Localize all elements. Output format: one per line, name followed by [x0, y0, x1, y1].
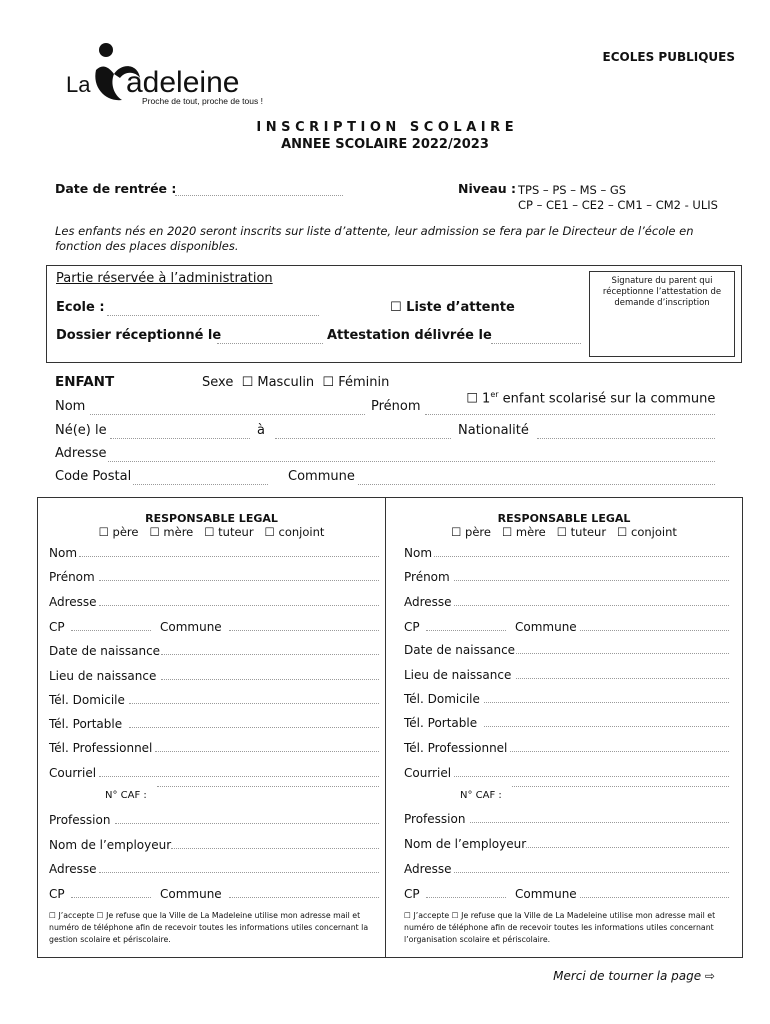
logo-title: [62, 40, 69, 41]
r1-caf-label: N° CAF :: [105, 790, 147, 801]
r2-courriel-field[interactable]: [454, 775, 729, 777]
enfant-prenom-label: Prénom: [371, 399, 421, 414]
r1-lieu-naissance-field[interactable]: [161, 678, 379, 680]
r1-commune-field[interactable]: [229, 629, 379, 631]
enfant-lieu-field[interactable]: [275, 437, 451, 439]
r1-tel-portable-field[interactable]: [129, 726, 379, 728]
r2-nom-field[interactable]: [434, 555, 729, 557]
r1-tel-pro-field[interactable]: [155, 750, 379, 752]
r2-adresse-field[interactable]: [454, 604, 729, 606]
responsable-2-title: RESPONSABLE LEGAL: [497, 512, 631, 525]
attestation-field[interactable]: [491, 342, 581, 344]
r1-employeur-field[interactable]: [171, 847, 379, 849]
r2-adresse2-label: Adresse: [404, 862, 452, 876]
r2-adresse-label: Adresse: [404, 595, 452, 609]
enfant-commune-field[interactable]: [358, 483, 715, 485]
r1-courriel-label: Courriel: [49, 766, 97, 780]
svg-text:adeleine: adeleine: [126, 66, 240, 99]
r2-consent[interactable]: ☐ J’accepte ☐ Je refuse que la Ville de La Madeleine utilise mon adresse mail et numéro de téléphone afin de recevoir toutes les informations utiles concernant l’organisation scolaire et périscolaire.: [404, 911, 716, 944]
r2-commune-field[interactable]: [580, 629, 729, 631]
premier-sup: er: [490, 390, 499, 399]
logo: [62, 40, 292, 112]
r1-employeur-label: Nom de l’employeur: [49, 838, 172, 852]
signature-box[interactable]: [589, 271, 735, 357]
r1-nom-label: Nom: [49, 546, 78, 560]
r1-consent[interactable]: ☐ J’accepte ☐ Je refuse que la Ville de La Madeleine utilise mon adresse mail et numéro de téléphone afin de recevoir toutes les informations utiles concernant la gestion scolaire et périscolaire.: [49, 911, 369, 944]
ecole-label: Ecole :: [56, 300, 105, 315]
enfant-cp-label: Code Postal: [55, 469, 132, 484]
enfant-commune-label: Commune: [288, 469, 355, 484]
r1-commune2-field[interactable]: [229, 896, 379, 898]
r1-prenom-field[interactable]: [99, 579, 379, 581]
enfant-adresse-field[interactable]: [108, 460, 715, 462]
responsable-1-title: RESPONSABLE LEGAL: [145, 512, 278, 525]
enfant-a-label: à: [257, 423, 265, 438]
enfant-date-field[interactable]: [110, 437, 250, 439]
niveau-label: Niveau :: [458, 181, 517, 196]
r2-tel-domicile-label: Tél. Domicile: [404, 692, 480, 706]
r2-courriel-label: Courriel: [404, 766, 452, 780]
r2-tel-pro-field[interactable]: [510, 750, 729, 752]
enfant-nationalite-field[interactable]: [537, 437, 715, 439]
enfant-prenom-field[interactable]: [425, 413, 715, 415]
r2-lieu-naissance-label: Lieu de naissance: [404, 668, 512, 682]
r2-profession-label: Profession: [404, 812, 466, 826]
responsable-2-options[interactable]: ☐ père ☐ mère ☐ tuteur ☐ conjoint: [451, 525, 677, 539]
premier-enfant-checkbox[interactable]: [458, 375, 715, 406]
r1-lieu-naissance-label: Lieu de naissance: [49, 669, 157, 683]
responsable-1: [49, 509, 379, 954]
r2-employeur-field[interactable]: [526, 846, 729, 848]
r1-tel-pro-label: Tél. Professionnel: [49, 741, 153, 755]
r1-commune2-label: Commune: [160, 887, 222, 901]
r2-prenom-label: Prénom: [404, 570, 450, 584]
r2-tel-domicile-field[interactable]: [484, 701, 729, 703]
r2-lieu-naissance-field[interactable]: [516, 677, 729, 679]
page-subtitle: ANNEE SCOLAIRE 2022/2023: [281, 137, 489, 152]
enfant-nom-field[interactable]: [90, 413, 365, 415]
responsable-2: [404, 509, 734, 954]
r2-cp-label: CP: [404, 620, 420, 634]
r2-tel-portable-field[interactable]: [484, 725, 729, 727]
page-title: I N S C R I P T I O N S C O L A I R E: [256, 120, 514, 135]
niveau-line-1: TPS – PS – MS – GS: [518, 183, 627, 197]
r2-profession-field[interactable]: [470, 821, 729, 823]
r2-commune2-label: Commune: [515, 887, 577, 901]
r1-date-naissance-field[interactable]: [161, 653, 379, 655]
enfant-adresse-label: Adresse: [55, 446, 107, 461]
r2-caf-label: N° CAF :: [460, 790, 502, 801]
enfant-ne-le-label: Né(e) le: [55, 423, 107, 438]
r1-caf-field[interactable]: [157, 785, 379, 787]
dossier-label: Dossier réceptionné le: [56, 328, 222, 343]
r2-tel-pro-label: Tél. Professionnel: [404, 741, 508, 755]
ecole-field[interactable]: [107, 314, 319, 316]
dossier-field[interactable]: [217, 342, 323, 344]
r2-commune2-field[interactable]: [580, 896, 729, 898]
next-page-note: Merci de tourner la page ⇨: [553, 969, 715, 983]
rentree-label: Date de rentrée :: [55, 181, 177, 196]
r1-profession-label: Profession: [49, 813, 111, 827]
r2-cp-field[interactable]: [426, 629, 506, 631]
liste-attente-checkbox[interactable]: ☐ Liste d’attente: [390, 300, 515, 315]
r1-date-naissance-label: Date de naissance: [49, 644, 161, 658]
r1-tel-domicile-field[interactable]: [129, 702, 379, 704]
niveau-line-2: CP – CE1 – CE2 – CM1 – CM2 - ULIS: [518, 198, 718, 212]
r2-employeur-label: Nom de l’employeur: [404, 837, 527, 851]
r1-profession-field[interactable]: [115, 822, 379, 824]
logo-tagline: Proche de tout, proche de tous !: [142, 96, 263, 106]
enfant-title: ENFANT: [55, 374, 115, 390]
r1-tel-domicile-label: Tél. Domicile: [49, 693, 125, 707]
signature-box-label: Signature du parent qui réceptionne l’attestation de demande d’inscription: [602, 276, 722, 308]
r1-adresse-field[interactable]: [99, 604, 379, 606]
school-type: ECOLES PUBLIQUES: [602, 50, 735, 64]
sexe-options[interactable]: Sexe ☐ Masculin ☐ Féminin: [202, 375, 390, 390]
r1-cp-field[interactable]: [71, 629, 151, 631]
r1-cp-label: CP: [49, 620, 65, 634]
enfant-nationalite-label: Nationalité: [458, 423, 529, 438]
enfant-nom-label: Nom: [55, 399, 86, 414]
r1-courriel-field[interactable]: [99, 775, 379, 777]
responsable-1-options[interactable]: ☐ père ☐ mère ☐ tuteur ☐ conjoint: [98, 525, 325, 539]
r1-commune-label: Commune: [160, 620, 222, 634]
svg-text:La: La: [66, 72, 91, 97]
admin-title: Partie réservée à l’administration: [56, 271, 273, 286]
r2-cp2-field[interactable]: [426, 896, 506, 898]
r1-cp2-field[interactable]: [71, 896, 151, 898]
r2-cp2-label: CP: [404, 887, 420, 901]
admin-section: [46, 265, 742, 363]
r1-prenom-label: Prénom: [49, 570, 95, 584]
enfant-cp-field[interactable]: [133, 483, 268, 485]
r2-date-naissance-field[interactable]: [516, 652, 729, 654]
r1-nom-field[interactable]: [79, 555, 379, 557]
r1-adresse-label: Adresse: [49, 595, 97, 609]
r1-tel-portable-label: Tél. Portable: [49, 717, 123, 731]
r2-commune-label: Commune: [515, 620, 577, 634]
attestation-label: Attestation délivrée le: [327, 328, 492, 343]
r1-cp2-label: CP: [49, 887, 65, 901]
r2-nom-label: Nom: [404, 546, 433, 560]
r2-adresse2-field[interactable]: [454, 871, 729, 873]
r2-caf-field[interactable]: [512, 785, 729, 787]
premier-suffix: enfant scolarisé sur la commune: [498, 391, 716, 407]
r2-prenom-field[interactable]: [454, 579, 729, 581]
r2-tel-portable-label: Tél. Portable: [404, 716, 478, 730]
r2-date-naissance-label: Date de naissance: [404, 643, 516, 657]
r1-adresse2-field[interactable]: [99, 871, 379, 873]
waitlist-notice: Les enfants nés en 2020 seront inscrits sur liste d’attente, leur admission se fera par le Directeur de l’école en fonction des places disponibles.: [55, 224, 694, 253]
premier-prefix: ☐ 1: [466, 391, 491, 407]
responsables-divider: [385, 498, 386, 957]
r1-adresse2-label: Adresse: [49, 862, 97, 876]
rentree-field[interactable]: [175, 194, 343, 196]
